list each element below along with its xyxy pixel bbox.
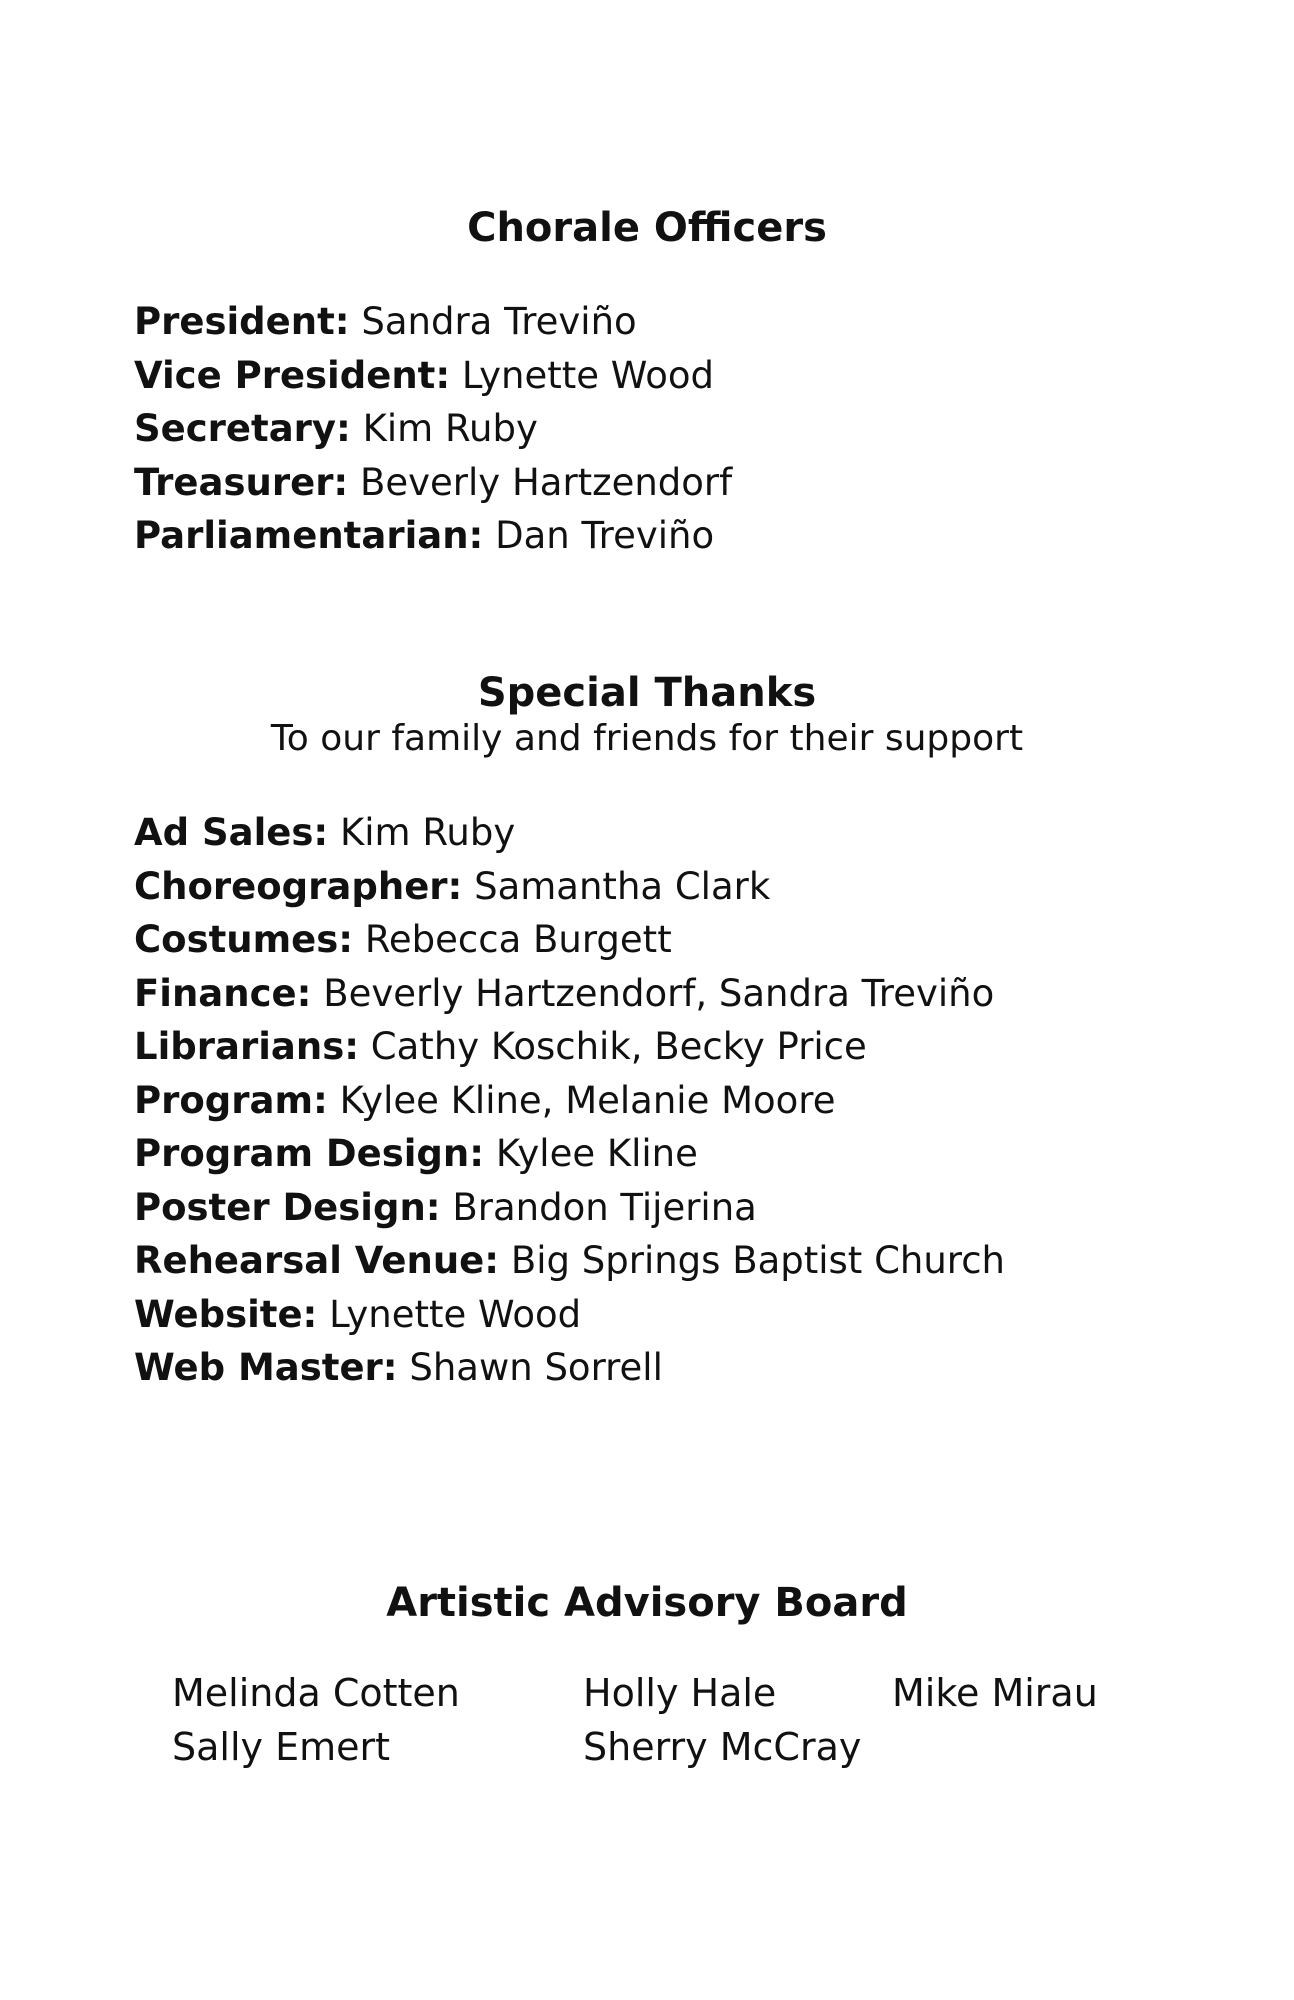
list-item: Choreographer: Samantha Clark: [134, 864, 771, 908]
list-item: Poster Design: Brandon Tijerina: [134, 1185, 757, 1229]
list-item: Rehearsal Venue: Big Springs Baptist Church: [134, 1239, 1005, 1282]
board-member: Melinda Cotten: [172, 1671, 460, 1715]
thanks-list: [134, 806, 1005, 1395]
list-item: Librarians: Cathy Koschik, Becky Price: [134, 1025, 867, 1068]
list-item: Program Design: Kylee Kline: [134, 1132, 698, 1175]
list-item: Treasurer: Beverly Hartzendorf: [134, 460, 733, 504]
list-item: Ad Sales: Kim Ruby: [134, 811, 516, 854]
list-item: Web Master: Shawn Sorrell: [134, 1346, 663, 1389]
list-item: Finance: Beverly Hartzendorf, Sandra Treviño: [134, 971, 995, 1015]
advisory-board-title: Artistic Advisory Board: [386, 1580, 908, 1626]
board-member: Mike Mirau: [892, 1671, 1098, 1715]
list-item: Costumes: Rebecca Burgett: [134, 918, 672, 961]
board-column-1: [172, 1667, 460, 1774]
board-member: Holly Hale: [583, 1671, 777, 1715]
board-column-2: [583, 1667, 861, 1774]
board-member: Sally Emert: [172, 1724, 391, 1769]
special-thanks-subtitle: To our family and friends for their support: [270, 718, 1024, 759]
officers-list: [134, 295, 732, 563]
special-thanks-title: Special Thanks: [477, 670, 817, 716]
board-member: Sherry McCray: [583, 1724, 862, 1769]
list-item: Website: Lynette Wood: [134, 1292, 582, 1336]
officers-title: Chorale Officers: [467, 205, 827, 251]
list-item: Parliamentarian: Dan Treviño: [134, 514, 715, 557]
list-item: Secretary: Kim Ruby: [134, 407, 538, 450]
list-item: Program: Kylee Kline, Melanie Moore: [134, 1078, 836, 1122]
list-item: Vice President: Lynette Wood: [134, 353, 714, 397]
list-item: President: Sandra Treviño: [134, 300, 637, 343]
board-column-3: [892, 1667, 1098, 1721]
